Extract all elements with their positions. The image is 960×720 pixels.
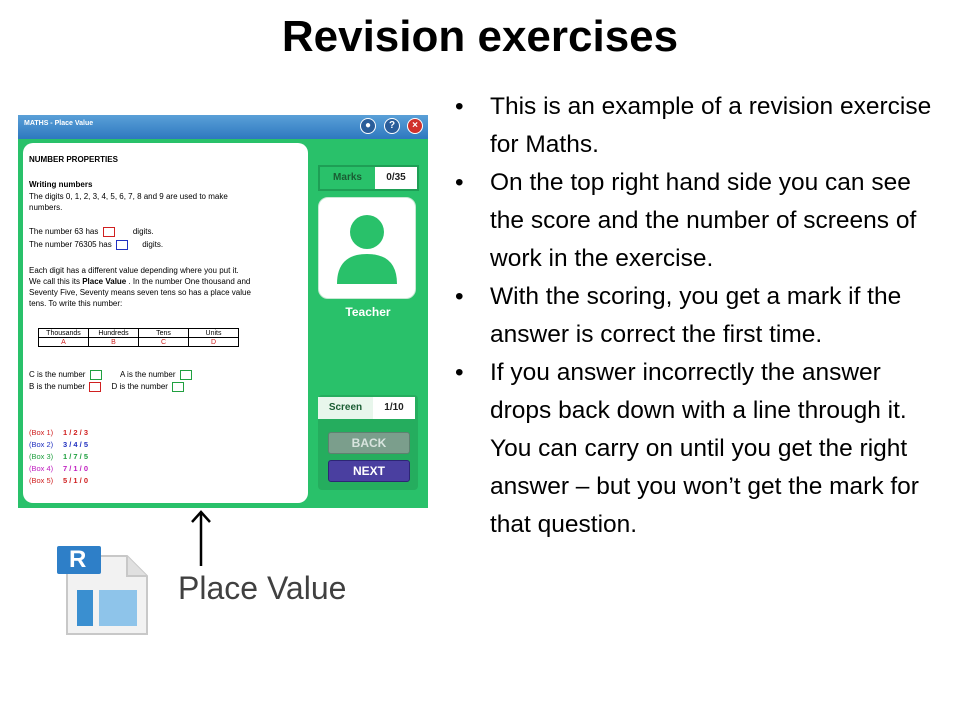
list-item: [29, 475, 88, 487]
para2-line2a: We call this its: [29, 277, 80, 286]
a-is-text: A is the number: [119, 370, 176, 379]
box-label: (Box 4): [29, 464, 54, 473]
table-header: Tens: [139, 329, 189, 338]
list-item: [29, 451, 88, 463]
screen-label: Screen: [328, 402, 363, 413]
c-is-text: C is the number: [29, 370, 86, 379]
table-cell: A: [39, 338, 89, 347]
para1: [29, 191, 228, 213]
place-value-term: Place Value: [82, 277, 127, 286]
marks-value: 0/35: [375, 167, 417, 189]
para2-line2: [29, 276, 251, 287]
d-is-text: D is the number: [111, 382, 168, 391]
answer-box-2[interactable]: [116, 240, 128, 250]
panel-subheading: Writing numbers: [29, 180, 93, 189]
answer-box-a[interactable]: [180, 370, 192, 380]
box-options[interactable]: 5 / 1 / 0: [63, 476, 89, 485]
list-item: • With the scoring, you get a mark if the answer is correct the first time.: [455, 278, 935, 354]
app-window: [18, 115, 428, 508]
answer-box-5[interactable]: [89, 382, 101, 392]
box-label: (Box 1): [29, 428, 54, 437]
person-icon: [319, 198, 415, 298]
table-cell: B: [89, 338, 139, 347]
question-b-d: [29, 381, 186, 392]
box-options[interactable]: 1 / 2 / 3: [63, 428, 89, 437]
b-is-text: B is the number: [29, 382, 86, 391]
table-cell: D: [189, 338, 239, 347]
slide-title: Revision exercises: [281, 12, 679, 61]
list-item: • On the top right hand side you can see the score and the number of screens of work in the exercise.: [455, 164, 935, 278]
box-label: (Box 2): [29, 440, 54, 449]
box-options-list: [29, 427, 88, 487]
box-options[interactable]: 1 / 7 / 5: [63, 452, 89, 461]
para2-line1: Each digit has a different value depending where you put it.: [29, 266, 239, 275]
para1-line2: numbers.: [29, 203, 63, 212]
answer-box-d[interactable]: [172, 382, 184, 392]
file-badge: R: [69, 546, 87, 573]
next-button[interactable]: NEXT: [328, 460, 410, 482]
table-header: Hundreds: [89, 329, 139, 338]
q1-text: The number 63 has: [29, 227, 99, 236]
role-label: Teacher: [345, 305, 391, 319]
q1-suffix: digits.: [132, 227, 154, 236]
table-header: Units: [189, 329, 239, 338]
question-c-a: [29, 369, 194, 380]
para2-line3: Seventy Five, Seventy means seven tens so has a place value: [29, 288, 251, 297]
table-header: Thousands: [39, 329, 89, 338]
list-item: [29, 439, 88, 451]
help-icon[interactable]: ?: [384, 118, 400, 134]
para2-line4: tens. To write this number:: [29, 299, 123, 308]
close-icon[interactable]: ×: [407, 118, 423, 134]
box-label: (Box 5): [29, 476, 54, 485]
app-titlebar: [18, 115, 428, 139]
marks-label: Marks: [320, 167, 375, 189]
box-label: (Box 3): [29, 452, 54, 461]
avatar: [318, 197, 416, 299]
chat-icon[interactable]: ●: [360, 118, 376, 134]
para2-line2b: . In the number One thousand and: [128, 277, 251, 286]
window-title: MATHS - Place Value: [24, 120, 94, 127]
list-item: [29, 427, 88, 439]
answer-box-1[interactable]: [103, 227, 115, 237]
screen-counter: [318, 397, 415, 419]
question-2: [29, 239, 163, 250]
file-icon[interactable]: [55, 538, 155, 638]
para1-line1: The digits 0, 1, 2, 3, 4, 5, 6, 7, 8 and 9 are used to make: [29, 192, 228, 201]
screen-value: 1/10: [373, 397, 415, 419]
exercise-panel: [23, 143, 308, 503]
list-item: [29, 463, 88, 475]
table-header-row: [39, 329, 239, 338]
q2-text: The number 76305 has: [29, 240, 112, 249]
up-arrow-icon: [189, 508, 213, 568]
box-options[interactable]: 7 / 1 / 0: [63, 464, 89, 473]
bullet-list: [455, 88, 935, 544]
table-row: [39, 338, 239, 347]
list-item: • This is an example of a revision exercise for Maths.: [455, 88, 935, 164]
file-label[interactable]: Place Value: [178, 570, 347, 606]
q2-suffix: digits.: [142, 240, 164, 249]
marks-counter: [318, 165, 419, 191]
panel-heading: NUMBER PROPERTIES: [29, 155, 118, 164]
box-options[interactable]: 3 / 4 / 5: [63, 440, 89, 449]
para2: [29, 265, 251, 309]
table-cell: C: [139, 338, 189, 347]
answer-box-3[interactable]: [90, 370, 102, 380]
list-item: • If you answer incorrectly the answer drops back down with a line through it. You can carry on until you get the right answer – but you won’t get the mark for that question.: [455, 354, 935, 544]
question-1: [29, 226, 154, 237]
back-button[interactable]: BACK: [328, 432, 410, 454]
place-value-table: [38, 328, 239, 347]
